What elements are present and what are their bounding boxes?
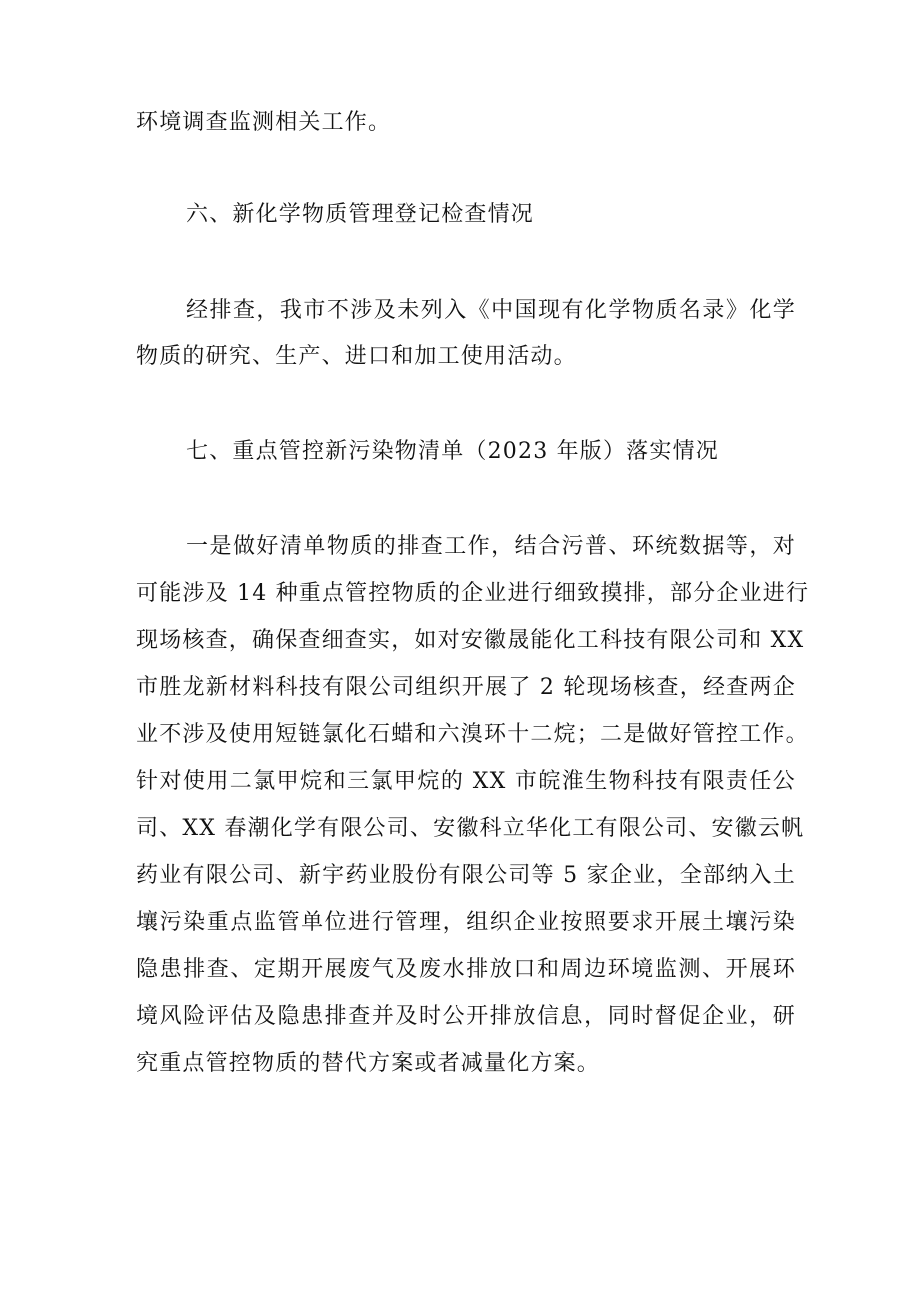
body-text-line: 物质的研究、生产、进口和加工使用活动。: [136, 344, 577, 369]
body-text-line: 可能涉及 14 种重点管控物质的企业进行细致摸排，部分企业进行: [136, 581, 810, 606]
section-heading-seven: 七、重点管控新污染物清单（2023 年版）落实情况: [186, 439, 719, 464]
body-text-line: 市胜龙新材料科技有限公司组织开展了 2 轮现场核查，经查两企: [136, 675, 796, 700]
body-text-line: 隐患排查、定期开展废气及废水排放口和周边环境监测、开展环: [136, 957, 796, 982]
body-text-line: 境风险评估及隐患排查并及时公开排放信息，同时督促企业，研: [136, 1004, 796, 1029]
body-text-line: 药业有限公司、新宇药业股份有限公司等 5 家企业，全部纳入土: [136, 863, 796, 888]
body-text-line: 针对使用二氯甲烷和三氯甲烷的 XX 市皖淮生物科技有限责任公: [136, 769, 796, 794]
body-text-line: 现场核查，确保查细查实，如对安徽晟能化工科技有限公司和 XX: [136, 628, 805, 653]
body-text-line: 业不涉及使用短链氯化石蜡和六溴环十二烷；二是做好管控工作。: [136, 722, 809, 747]
body-text-line: 壤污染重点监管单位进行管理，组织企业按照要求开展土壤污染: [136, 910, 796, 935]
body-text-line: 司、XX 春潮化学有限公司、安徽科立华化工有限公司、安徽云帆: [136, 816, 805, 841]
body-text-line: 一是做好清单物质的排查工作，结合污普、环统数据等，对: [186, 534, 796, 559]
section-heading-six: 六、新化学物质管理登记检查情况: [186, 202, 535, 227]
body-text-line: 究重点管控物质的替代方案或者减量化方案。: [136, 1051, 601, 1076]
body-text-line: 经排查，我市不涉及未列入《中国现有化学物质名录》化学: [186, 298, 796, 323]
body-text-line: 环境调查监测相关工作。: [136, 110, 392, 135]
